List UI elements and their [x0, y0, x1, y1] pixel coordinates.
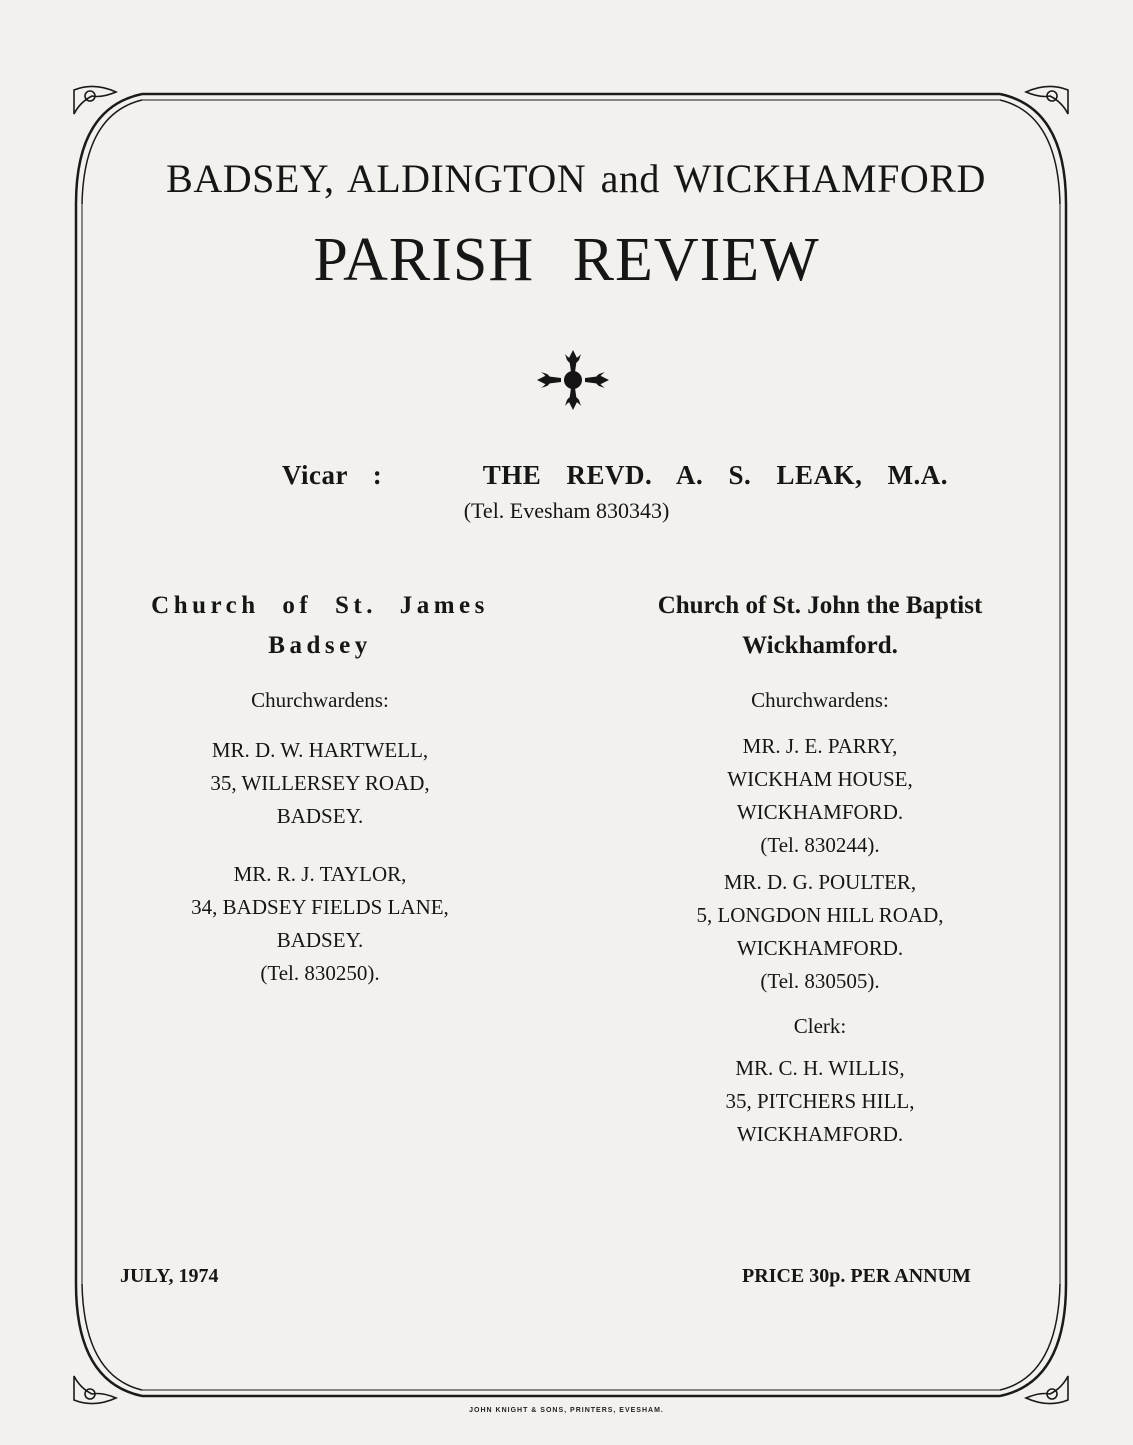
warden-telephone: (Tel. 830505). [760, 969, 880, 993]
clerk-town: WICKHAMFORD. [736, 1122, 904, 1146]
vicar-line [282, 460, 948, 491]
right-warden-2 [610, 866, 1030, 998]
left-church-place: Badsey [268, 632, 372, 659]
warden-address: 5, LONGDON HILL ROAD, [696, 903, 944, 927]
printer-imprint: JOHN KNIGHT & SONS, PRINTERS, EVESHAM. [469, 1407, 664, 1414]
warden-address: 35, WILLERSEY ROAD, [210, 771, 430, 795]
page-title: PARISH REVIEW [313, 226, 820, 294]
right-churchwardens-label: Churchwardens: [751, 688, 889, 712]
left-church-column [110, 586, 530, 666]
warden-name: MR. R. J. TAYLOR, [233, 862, 407, 886]
warden-town: WICKHAMFORD. [736, 800, 904, 824]
issue-date: JULY, 1974 [120, 1265, 219, 1287]
left-church-name: Church of St. James [151, 592, 489, 619]
parishes-heading: BADSEY, ALDINGTON and WICKHAMFORD [166, 156, 986, 201]
vicar-label: Vicar : [282, 460, 383, 490]
warden-address: 34, BADSEY FIELDS LANE, [191, 895, 449, 919]
warden-town: BADSEY. [276, 804, 364, 828]
left-warden-1 [110, 734, 530, 833]
warden-name: MR. D. G. POULTER, [723, 870, 917, 894]
vicar-name: THE REVD. A. S. LEAK, M.A. [482, 460, 949, 490]
right-church-name: Church of St. John the Baptist [657, 592, 983, 619]
left-warden-2 [110, 858, 530, 990]
warden-town: WICKHAMFORD. [736, 936, 904, 960]
clerk-name: MR. C. H. WILLIS, [735, 1056, 905, 1080]
clerk-label: Clerk: [793, 1014, 847, 1038]
clerk-address: 35, PITCHERS HILL, [725, 1089, 915, 1113]
warden-telephone: (Tel. 830244). [760, 833, 880, 857]
ornamental-cross-icon [535, 348, 611, 412]
right-church-column [610, 586, 1030, 666]
warden-town: BADSEY. [276, 928, 364, 952]
price-note: PRICE 30p. PER ANNUM [742, 1265, 971, 1287]
warden-address: WICKHAM HOUSE, [727, 767, 913, 791]
clerk-details [610, 1052, 1030, 1151]
right-warden-1 [610, 730, 1030, 862]
warden-telephone: (Tel. 830250). [260, 961, 380, 985]
right-church-place: Wickhamford. [742, 632, 898, 659]
warden-name: MR. D. W. HARTWELL, [211, 738, 429, 762]
vicar-telephone: (Tel. Evesham 830343) [463, 498, 670, 523]
warden-name: MR. J. E. PARRY, [742, 734, 898, 758]
left-churchwardens-label: Churchwardens: [251, 688, 389, 712]
